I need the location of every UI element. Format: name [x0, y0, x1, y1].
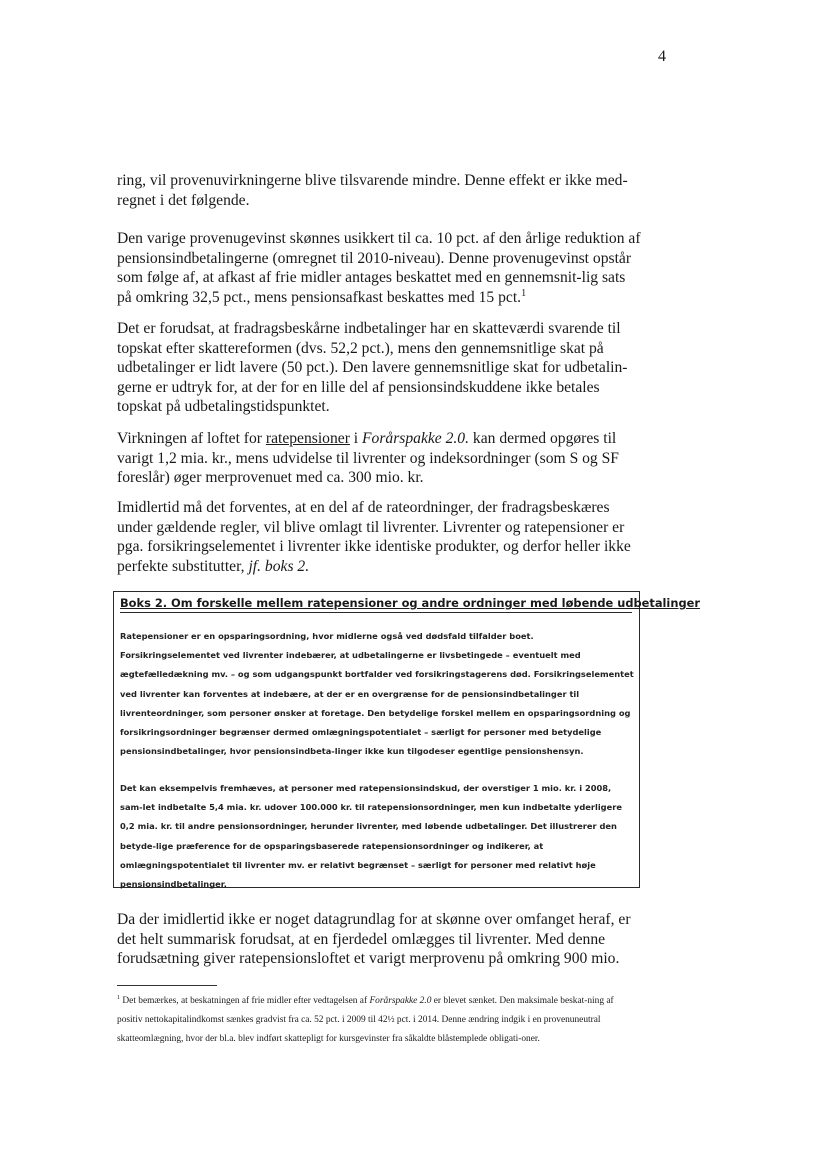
paragraph-continuation: [117, 171, 643, 210]
footnote-italic: Forårspakke 2.0: [369, 996, 432, 1006]
paragraph-text: Virkningen af loftet for: [117, 430, 266, 447]
footnote-separator: [117, 985, 217, 986]
box-paragraph-1: Ratepensioner er en opsparingsordning, hvor midlerne også ved dødsfald tilfalder boet. Forsikringselementet ved livrenter indebærer, at udbetalingerne er livsbetingede – eventuelt med ægtefælledækning mv. – og som udgangspunkt bortfalder ved forsikringstagerens død. Forsikringselementet ved livrenter kan forventes at indebære, at der er en overgrænse for de pensionsindbetalinger til livrenteordninger, som personer ønsker at foretage. Den betydelige forskel mellem en opsparingsordning og forsikringsordninger begrænser dermed omlægningspotentialet – særligt for personer med betydelige pensionsindbetalinger, hvor pensionsindbeta-linger ikke kun tilgodeser egentlige pensionshensyn.: [120, 631, 634, 757]
footnote-text: Det bemærkes, at beskatningen af frie midler efter vedtagelsen af: [120, 996, 370, 1006]
paragraph-text: kan dermed opgøres til varigt 1,2 mia. kr., mens udvidelse til livrenter og indeksordninger (som S og SF foreslår) øger merprovenuet med ca. 300 mio. kr.: [117, 430, 619, 487]
paragraph-text: Den varige provenugevinst skønnes usikkert til ca. 10 pct. af den årlige reduktion af pensionsindbetalingerne (omregnet til 2010-niveau). Denne provenugevinst opstår som følge af, at afkast af frie midler antages beskattet med en gennemsnit-lig sats på omkring 32,5 pct., mens pensionsafkast beskattes med 15 pct.: [117, 230, 641, 306]
paragraph-conclusion: [117, 910, 643, 969]
box-paragraph-2: Det kan eksempelvis fremhæves, at personer med ratepensionsindskud, der overstiger 1 mio. kr. i 2008, sam-let indbetalte 5,4 mia. kr. udover 100.000 kr. til ratepensionsordninger, men kun indbetalte yderligere 0,2 mia. kr. til andre pensionsordninger, herunder livrenter, med løbende udbetalinger. Det illustrerer den betyde-lige præference for de opsparingsbaserede ratepensionsordninger og indikerer, at omlægningspotentialet til livrenter mv. er relativt begrænset – særligt for personer med relativt høje pensionsindbetalinger.: [120, 783, 622, 890]
paragraph-text: Imidlertid må det forventes, at en del af de rateordninger, der fradragsbeskæres under gældende regler, vil blive omlagt til livrenter. Livrenter og ratepensioner er pga. forsikringselementet i livrenter ikke identiske produkter, og derfor heller ikke perfekte substitutter,: [117, 499, 631, 575]
footnote-number: 1: [117, 994, 121, 1001]
footnote: [117, 992, 630, 1049]
paragraph-text: i: [349, 430, 363, 447]
page-number: 4: [658, 48, 666, 65]
forarspakke-title: Forårspakke 2.0.: [362, 430, 470, 447]
footnote-reference[interactable]: 1: [521, 287, 527, 299]
paragraph-assumption: [117, 319, 643, 417]
box-reference[interactable]: jf. boks 2.: [244, 557, 310, 575]
ratepensioner-link[interactable]: ratepensioner: [265, 430, 350, 447]
paragraph-text: Det er forudsat, at fradragsbeskårne indbetalinger har en skatteværdi svarende til topskat efter skattereformen (dvs. 52,2 pct.), mens den gennemsnitlige skat på udbetalinger er lidt lavere (50 pct.). Den lavere gennemsnitlige skat for udbetalin-gerne er udtryk for, at der for en lille del af pensionsindskuddene ikke betales topskat på udbetalingstidspunktet.: [117, 320, 628, 416]
paragraph-substitution: [117, 498, 643, 576]
paragraph-provenugevinst: [117, 229, 643, 307]
paragraph-effect: [117, 429, 643, 488]
paragraph-text: Da der imidlertid ikke er noget datagrundlag for at skønne over omfanget heraf, er det helt summarisk forudsat, at en fjerdedel omlægges til livrenter. Med denne forudsætning giver ratepensionsloftet et varigt merprovenu på omkring 900 mio.: [117, 911, 631, 968]
box-title: Boks 2. Om forskelle mellem ratepensioner og andre ordninger med løbende udbetalinger: [120, 596, 632, 613]
footnote-text: er blevet sænket. Den maksimale beskat-ning af positiv nettokapitalindkomst sænkes gradvist fra ca. 52 pct. i 2009 til 42½ pct. i 2014. Denne ændring indgik i en provenuneutral skatteomlægning, hvor der bl.a. blev indført skattepligt for kursgevinster fra såkaldte blåstemplede obligati-oner.: [117, 996, 614, 1044]
paragraph-text: ring, vil provenuvirkningerne blive tilsvarende mindre. Denne effekt er ikke med-regnet i det følgende.: [117, 172, 628, 209]
info-box: [113, 591, 700, 890]
